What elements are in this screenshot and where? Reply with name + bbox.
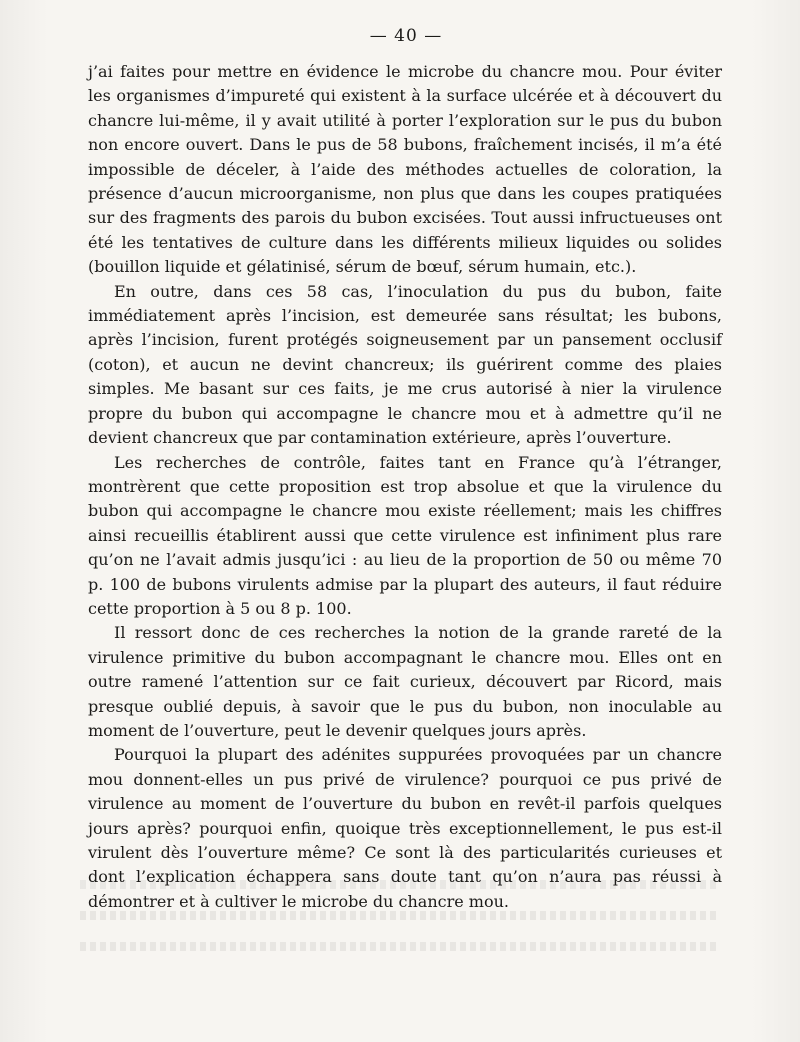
paragraph: Les recherches de contrôle, faites tant en France qu’à l’étranger, montrèrent que cette proposition est trop absolue et que la virulence du bubon qui accompagne le chancre mou existe réellement; mais les chiffres ainsi recueillis établirent aussi que cette virulence est infiniment plus rare qu’on ne l’avait admis jusqu’ici : au lieu de la proportion de 50 ou même 70 p. 100 de bubons virulents admise par la plupart des auteurs, il faut réduire cette proportion à 5 ou 8 p. 100. [88,452,722,618]
paragraph-continued: j’ai faites pour mettre en évidence le microbe du chancre mou. Pour éviter les organismes d’impureté qui existent à la surface ulcérée et à découvert du chancre lui-même, il y avait utilité à porter l’exploration sur le pus du bubon non encore ouvert. Dans le pus de 58 bubons, fraîchement incisés, il m’a été impossible de déceler, à l’aide des méthodes actuelles de coloration, la présence d’aucun microorganisme, non plus que dans les coupes pratiquées sur des fragments des parois du bubon excisées. Tout aussi infructueuses ont été les tentatives de culture dans les différents milieux liquides ou solides (bouillon liquide et gélatinisé, sérum de bœuf, sérum humain, etc.). [88,62,722,277]
paragraph: En outre, dans ces 58 cas, l’inoculation du pus du bubon, faite immédiatement après l’incision, est demeurée sans résultat; les bubons, après l’incision, furent protégés soigneusement par un pansement occlusif (coton), et aucun ne devint chancreux; ils guérirent comme des plaies simples. Me basant sur ces faits, je me crus autorisé à nier la virulence propre du bubon qui accompagne le chancre mou et à admettre qu’il ne devient chancreux que par contamination extérieure, après l’ouverture. [88,281,722,448]
paragraph: Pourquoi la plupart des adénites suppurées provoquées par un chancre mou donnent-elles un pus privé de virulence? pourquoi ce pus privé de virulence au moment de l’ouverture du bubon en revêt-il parfois quelques jours après? pourquoi enfin, quoique très exceptionnellement, le pus est-il virulent dès l’ouverture même? Ce sont là des particularités curieuses et dont l’explication échappera sans doute tant qu’on n’aura pas réussi à démontrer et à cultiver le microbe du chancre mou. [88,745,722,911]
paragraph: Il ressort donc de ces recherches la notion de la grande rareté de la virulence primitive du bubon accompagnant le chancre mou. Elles ont en outre ramené l’attention sur ce fait curieux, découvert par Ricord, mais presque oublié depuis, à savoir que le pus du bubon, non inoculable au moment de l’ouverture, peut le devenir quelques jours après. [88,623,722,740]
page-number: — 40 — [369,26,443,46]
bleed-through-marks [80,880,720,990]
text-body [88,60,722,914]
